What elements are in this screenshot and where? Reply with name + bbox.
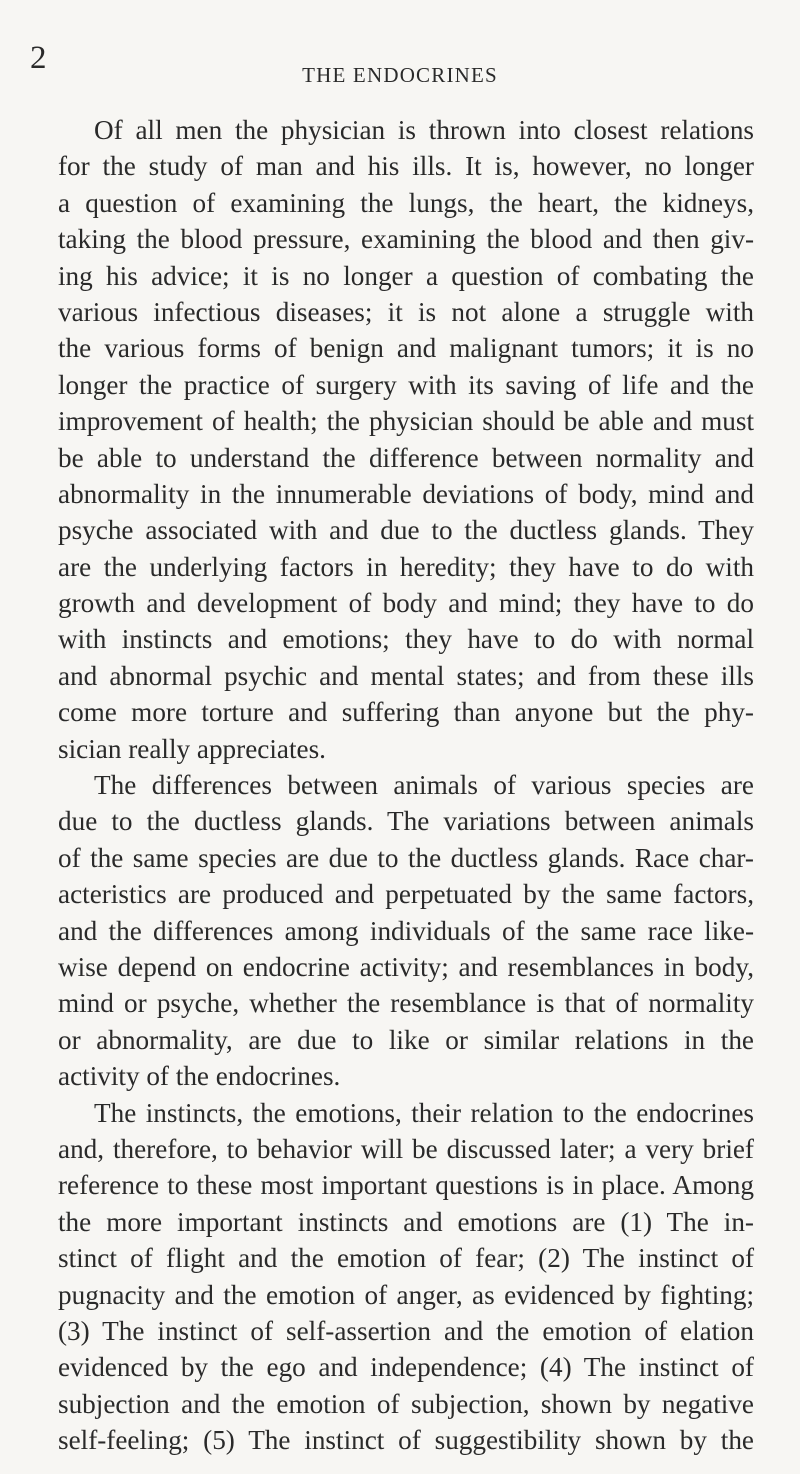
text-line: ing his advice; it is no longer a question of combating the (58, 260, 754, 291)
text-line: come more torture and suffering than anyone but the phy- (58, 697, 754, 728)
text-line: with instincts and emotions; they have to do with normal (58, 624, 754, 655)
text-line: sician really appreciates. (58, 733, 326, 764)
text-line: abnormality in the innumerable deviations of body, mind and (58, 478, 754, 509)
text-line: are the underlying factors in heredity; they have to do with (58, 551, 754, 582)
text-line: self-feeling; (5) The instinct of suggestibility shown by the (58, 1425, 754, 1456)
text-line: a question of examining the lungs, the heart, the kidneys, (58, 187, 754, 218)
text-line: (3) The instinct of self-assertion and the emotion of elation (58, 1315, 754, 1346)
text-line: evidenced by the ego and independence; (4) The instinct of (58, 1352, 754, 1383)
text-line: various infectious diseases; it is not alone a struggle with (58, 296, 754, 327)
text-line: psyche associated with and due to the ductless glands. They (58, 515, 754, 546)
running-title: THE ENDOCRINES (302, 63, 498, 87)
text-line: stinct of flight and the emotion of fear; (2) The instinct of (58, 1243, 754, 1274)
text-line: be able to understand the difference between normality and (58, 442, 754, 473)
text-line: and abnormal psychic and mental states; and from these ills (58, 660, 754, 691)
text-line: subjection and the emotion of subjection, shown by negative (58, 1388, 754, 1419)
text-line: activity of the endocrines. (58, 1061, 341, 1092)
text-line: growth and development of body and mind; they have to do (58, 588, 754, 619)
text-line: Of all men the physician is thrown into closest relations (94, 115, 754, 145)
text-line: the various forms of benign and malignant tumors; it is no (58, 333, 754, 364)
text-line: mind or psyche, whether the resemblance is that of normality (58, 988, 754, 1019)
text-line: due to the ductless glands. The variations between animals (58, 806, 754, 837)
text-line: the more important instincts and emotions are (1) The in- (58, 1206, 754, 1237)
text-line: and, therefore, to behavior will be discussed later; a very brief (58, 1133, 754, 1164)
text-line: The differences between animals of various species are (94, 770, 754, 801)
text-line: pugnacity and the emotion of anger, as evidenced by fighting; (58, 1279, 754, 1310)
text-line: improvement of health; the physician should be able and must (58, 406, 754, 437)
text-line: acteristics are produced and perpetuated by the same factors, (58, 879, 754, 910)
page-number: 2 (30, 40, 47, 76)
text-line: taking the blood pressure, examining the blood and then giv- (58, 224, 754, 255)
body-text (58, 112, 754, 1458)
text-line: for the study of man and his ills. It is, however, no longer (58, 151, 754, 182)
text-line: or abnormality, are due to like or similar relations in the (58, 1024, 754, 1055)
text-line: The instincts, the emotions, their relation to the endocrines (94, 1097, 754, 1128)
text-line: wise depend on endocrine activity; and resemblances in body, (58, 951, 754, 982)
text-line: reference to these most important questions is in place. Among (58, 1170, 754, 1201)
text-line: longer the practice of surgery with its saving of life and the (58, 369, 754, 400)
text-line: and the differences among individuals of the same race like- (58, 915, 754, 946)
text-line: of the same species are due to the ductless glands. Race char- (58, 842, 754, 873)
